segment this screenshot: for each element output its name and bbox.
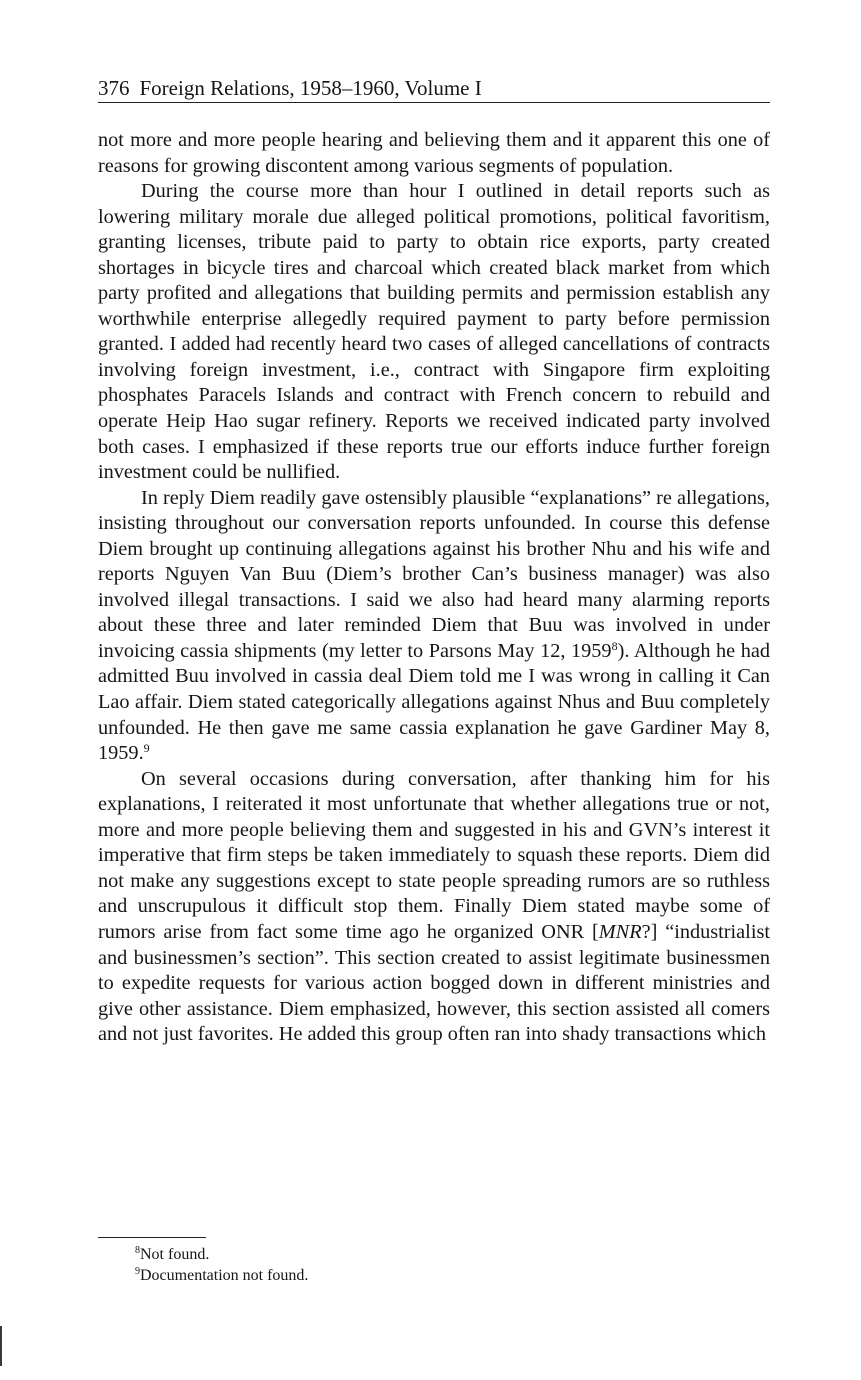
footnote-divider	[98, 1237, 206, 1238]
footnote-marker: 8	[135, 1245, 140, 1256]
body-text	[98, 128, 770, 1048]
paragraph-continued	[98, 128, 770, 179]
paragraph-text: During the course more than hour I outlined in detail reports such as lowering military morale due alleged political promotions, political favoritism, granting licenses, tribute paid to party to obtain rice exports, party created shortages in bicycle tires and charcoal which created black market from which party profited and allegations that building permits and permission establish any worthwhile enterprise allegedly required payment to party before permission granted. I added had recently heard two cases of alleged cancellations of contracts involving foreign investment, i.e., contract with Singapore firm exploiting phosphates Paracels Islands and contract with French concern to rebuild and operate Heip Hao sugar refinery. Reports we received indicated party involved both cases. I emphasized if these reports true our efforts induce further foreign investment could be nullified.	[98, 180, 770, 484]
paragraph-reports-outlined	[98, 179, 770, 486]
footnote-text: Documentation not found.	[140, 1267, 309, 1284]
paragraph-text: ?] “industrialist and businessmen’s section”. This section created to assist legitimate businessmen to expedite requests for various action bogged down in different ministries and give other assistance. Diem emphasized, however, this section assisted all comers and not just favorites. He added this group often ran into shady transactions which	[98, 920, 770, 1046]
footnote-9	[135, 1265, 755, 1286]
footnote-text: Not found.	[140, 1246, 210, 1263]
paragraph-text: In reply Diem readily gave ostensibly plausible “explanations” re allegations, insisting throughout our conversation reports unfounded. In course this defense Diem brought up continuing allegations against his brother Nhu and his wife and reports Nguyen Van Buu (Diem’s brother Can’s business manager) was also involved illegal transactions. I said we also had heard many alarming reports about these three and later reminded Diem that Buu was involved in under invoicing cassia shipments (my letter to Parsons May 12, 1959	[98, 486, 770, 662]
footnote-ref-8: 8	[611, 638, 618, 653]
running-header	[98, 74, 770, 103]
scan-edge-mark	[0, 1326, 2, 1366]
paragraph-diem-reply	[98, 486, 770, 767]
paragraph-text: not more and more people hearing and believing them and it apparent this one of reasons for growing discontent among various segments of population.	[98, 129, 770, 177]
paragraph-text: On several occasions during conversation, after thanking him for his explanations, I reiterated it most unfortunate that whether allegations true or not, more and more people believing them and suggested in his and GVN’s interest it imperative that firm steps be taken immediately to squash these reports. Diem did not make any suggestions except to state people spreading rumors are so ruthless and unscrupulous it difficult stop them. Finally Diem stated maybe some of rumors arise from fact some time ago he organized ONR [	[98, 767, 770, 943]
footnote-marker: 9	[135, 1266, 140, 1277]
italic-mnr: MNR	[598, 920, 642, 943]
page-number: 376	[98, 76, 130, 100]
footnote-ref-9: 9	[143, 741, 150, 756]
footnote-8	[135, 1244, 755, 1265]
footnotes	[135, 1244, 755, 1286]
running-title: Foreign Relations, 1958–1960, Volume I	[139, 76, 482, 100]
paragraph-text: ). Although he had admitted Buu involved in cassia deal Diem told me I was wrong in calling it Can Lao affair. Diem stated categorically allegations against Nhus and Buu completely unfounded. He then gave me same cassia explanation he gave Gardiner May 8, 1959.	[98, 639, 770, 765]
paragraph-several-occasions	[98, 767, 770, 1048]
